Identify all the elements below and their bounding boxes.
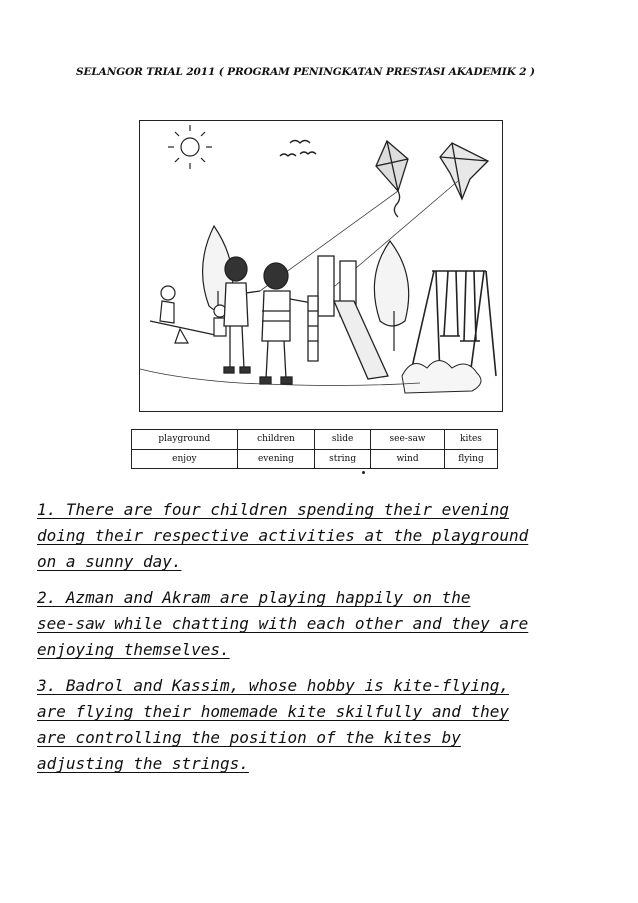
answer-paragraph-2 (37, 585, 601, 663)
word-cell: slide (315, 430, 371, 450)
table-row (132, 430, 498, 450)
answer-paragraph-1 (37, 497, 601, 575)
word-cell: wind (371, 449, 445, 469)
word-cell: playground (132, 430, 238, 450)
answer-paragraph-3 (37, 673, 601, 777)
birds-icon (280, 141, 316, 157)
playground-illustration (139, 120, 503, 412)
word-cell: kites (444, 430, 497, 450)
table-row (132, 449, 498, 469)
answer-line: adjusting the strings. (37, 754, 249, 773)
word-bank-table (131, 429, 498, 469)
answer-line: are controlling the position of the kites by (37, 728, 461, 747)
sun-icon (168, 125, 212, 169)
answer-line: enjoying themselves. (37, 640, 230, 659)
answer-line: on a sunny day. (37, 552, 182, 571)
boy-left-figure (224, 257, 260, 373)
word-cell: enjoy (132, 449, 238, 469)
answer-line: see-saw while chatting with each other and they are (37, 614, 529, 633)
answer-line: 2. Azman and Akram are playing happily on the (37, 588, 471, 607)
word-cell: children (237, 430, 314, 450)
word-cell: flying (444, 449, 497, 469)
page-header: SELANGOR TRIAL 2011 ( PROGRAM PENINGKATAN PRESTASI AKADEMIK 2 ) (76, 66, 535, 78)
bushes-icon (402, 361, 481, 394)
answer-line: doing their respective activities at the playground (37, 526, 529, 545)
boy-right-figure (260, 263, 312, 384)
kite-strings (260, 181, 458, 303)
answer-line: 3. Badrol and Kassim, whose hobby is kite-flying, (37, 676, 510, 695)
answer-section (37, 497, 601, 787)
playground-scene (140, 121, 502, 411)
word-cell: string (315, 449, 371, 469)
word-cell: evening (237, 449, 314, 469)
swing-icon (410, 271, 496, 376)
decorative-dot (362, 471, 365, 474)
tree-right-icon (374, 241, 408, 351)
answer-line: are flying their homemade kite skilfully and they (37, 702, 510, 721)
diamond-kite-icon (376, 141, 408, 217)
word-cell: see-saw (371, 430, 445, 450)
answer-line: 1. There are four children spending their evening (37, 500, 510, 519)
